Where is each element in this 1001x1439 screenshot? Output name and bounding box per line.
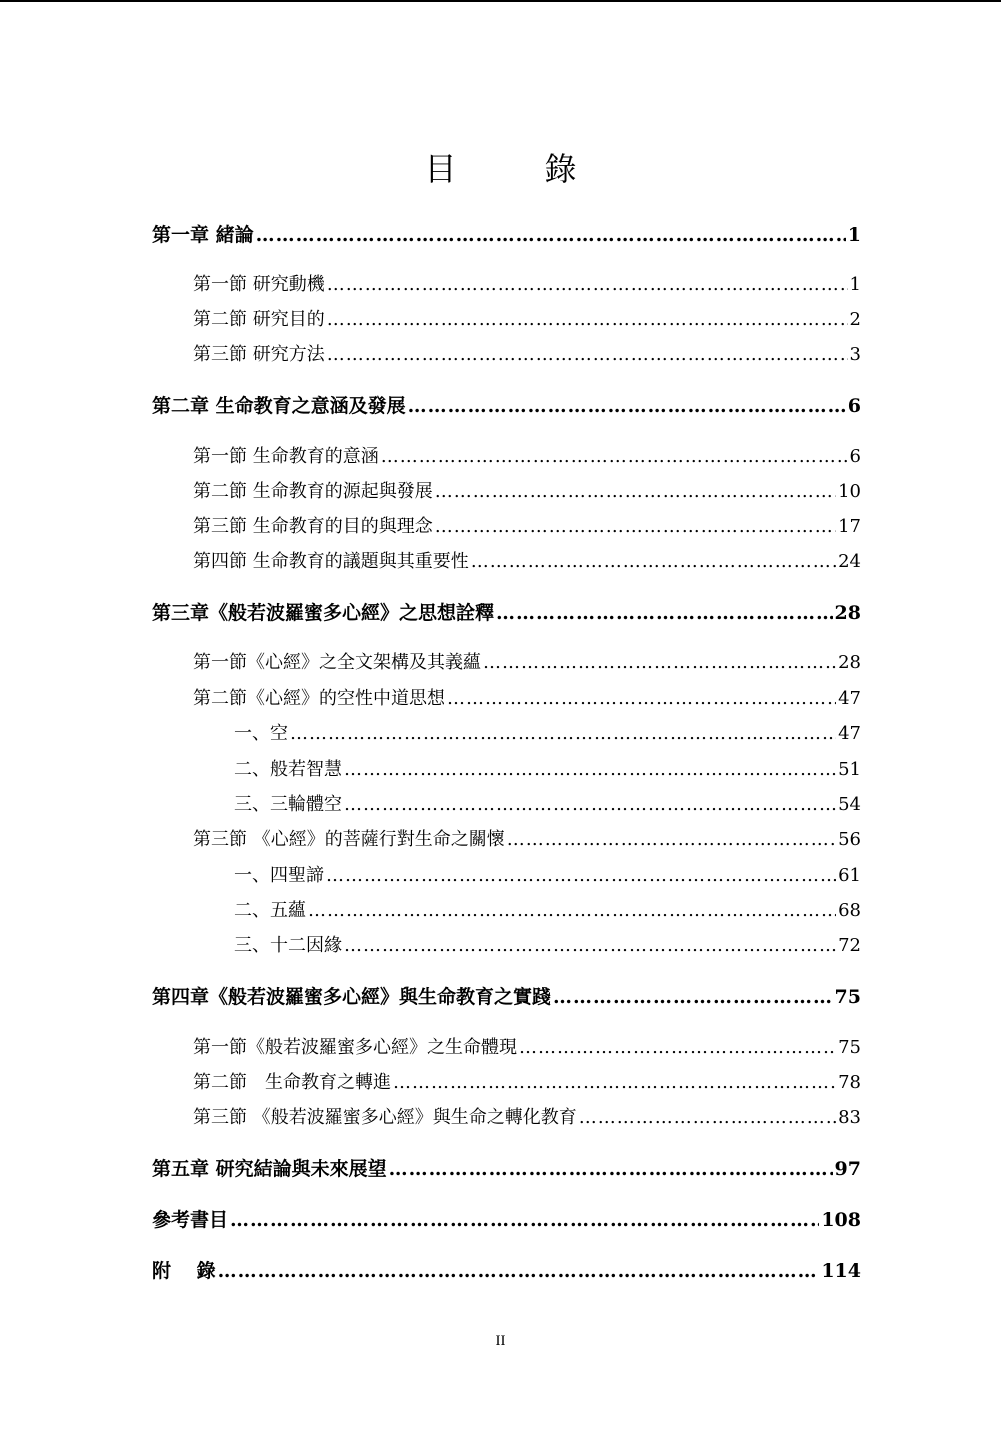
toc-entry-page: 2: [849, 309, 861, 330]
toc-entry-label: 第二節 生命教育之轉進: [193, 1072, 391, 1093]
dot-leader: [344, 931, 836, 961]
toc-entry-page: 78: [838, 1072, 861, 1093]
toc-subsection[interactable]: [234, 719, 861, 749]
toc-entry-label: 二、般若智慧: [234, 759, 342, 780]
toc-entry-label: 第三章《般若波羅蜜多心經》之思想詮釋: [152, 602, 495, 624]
toc-entry-page: 6: [849, 446, 861, 467]
toc-entry-label: 第一節《心經》之全文架構及其義蘊: [193, 652, 481, 673]
toc-chapter-3[interactable]: [152, 598, 861, 628]
toc-subsection[interactable]: [234, 931, 861, 961]
toc-entry-label: 第四節 生命教育的議題與其重要性: [193, 551, 469, 572]
toc-section[interactable]: [193, 442, 861, 472]
toc-appendix[interactable]: [152, 1256, 861, 1286]
toc-entry-page: 83: [838, 1107, 861, 1128]
toc-entry-label: 第三節 生命教育的目的與理念: [193, 516, 433, 537]
dot-leader: [327, 305, 848, 335]
dot-leader: [327, 270, 848, 300]
toc-entry-label: 第二節《心經》的空性中道思想: [193, 688, 445, 709]
toc-section[interactable]: [193, 477, 861, 507]
toc-entry-page: 72: [838, 935, 861, 956]
toc-chapter-5[interactable]: [152, 1154, 861, 1184]
toc-section[interactable]: [193, 825, 861, 855]
toc-chapter-2[interactable]: [152, 391, 861, 421]
toc-entry-label: 第三節 《心經》的菩薩行對生命之關懷: [193, 829, 505, 850]
toc-entry-label: 附 錄: [152, 1260, 216, 1282]
toc-entry-page: 68: [838, 900, 861, 921]
dot-leader: [326, 861, 836, 891]
dot-leader: [290, 719, 836, 749]
dot-leader: [435, 477, 836, 507]
toc-section[interactable]: [193, 340, 861, 370]
toc-references[interactable]: [152, 1205, 861, 1235]
toc-entry-label: 參考書目: [152, 1209, 229, 1231]
toc-entry-page: 17: [838, 516, 861, 537]
dot-leader: [447, 684, 836, 714]
toc-chapter-1[interactable]: [152, 220, 861, 250]
toc-entry-page: 114: [821, 1260, 861, 1282]
toc-section[interactable]: [193, 1033, 861, 1063]
dot-leader: [308, 896, 836, 926]
toc-entry-label: 一、空: [234, 723, 288, 744]
toc-entry-page: 108: [821, 1209, 861, 1231]
toc-section[interactable]: [193, 305, 861, 335]
dot-leader: [393, 1068, 836, 1098]
toc-entry-label: 一、四聖諦: [234, 865, 324, 886]
toc-subsection[interactable]: [234, 790, 861, 820]
dot-leader: [344, 790, 836, 820]
dot-leader: [218, 1256, 820, 1286]
toc-subsection[interactable]: [234, 755, 861, 785]
toc-entry-label: 第一節 生命教育的意涵: [193, 446, 379, 467]
toc-subsection[interactable]: [234, 896, 861, 926]
dot-leader: [327, 340, 848, 370]
page-title: 目 錄: [424, 150, 605, 188]
toc-entry-label: 第三節 《般若波羅蜜多心經》與生命之轉化教育: [193, 1107, 577, 1128]
toc-entry-page: 28: [838, 652, 861, 673]
dot-leader: [579, 1103, 836, 1133]
dot-leader: [483, 648, 836, 678]
toc-entry-label: 第四章《般若波羅蜜多心經》與生命教育之實踐: [152, 986, 552, 1008]
dot-leader: [471, 547, 836, 577]
toc-entry-page: 61: [838, 865, 861, 886]
toc-entry-page: 1: [849, 274, 861, 295]
toc-entry-page: 3: [849, 344, 861, 365]
toc-entry-page: 51: [838, 759, 861, 780]
top-border-line: [0, 0, 1001, 2]
toc-entry-page: 1: [847, 224, 861, 246]
toc-entry-page: 56: [838, 829, 861, 850]
dot-leader: [344, 755, 836, 785]
toc-entry-page: 47: [838, 688, 861, 709]
toc-section[interactable]: [193, 648, 861, 678]
toc-chapter-4[interactable]: [152, 982, 861, 1012]
toc-section[interactable]: [193, 547, 861, 577]
toc-entry-label: 第三節 研究方法: [193, 344, 325, 365]
toc-entry-page: 10: [838, 481, 861, 502]
toc-entry-page: 75: [838, 1037, 861, 1058]
toc-entry-label: 三、三輪體空: [234, 794, 342, 815]
dot-leader: [381, 442, 848, 472]
toc-section[interactable]: [193, 270, 861, 300]
toc-entry-page: 24: [838, 551, 861, 572]
dot-leader: [230, 1205, 819, 1235]
toc-entry-label: 第五章 研究結論與未來展望: [152, 1158, 387, 1180]
toc-section[interactable]: [193, 1103, 861, 1133]
dot-leader: [389, 1154, 833, 1184]
toc-entry-label: 第二節 研究目的: [193, 309, 325, 330]
dot-leader: [519, 1033, 836, 1063]
dot-leader: [408, 391, 846, 421]
dot-leader: [496, 598, 833, 628]
toc-entry-page: 6: [847, 395, 861, 417]
dot-leader: [553, 982, 833, 1012]
toc-section[interactable]: [193, 1068, 861, 1098]
toc-section[interactable]: [193, 512, 861, 542]
dot-leader: [435, 512, 836, 542]
toc-entry-page: 28: [834, 602, 861, 624]
toc-entry-page: 97: [834, 1158, 861, 1180]
toc-entry-label: 三、十二因緣: [234, 935, 342, 956]
page-number: II: [495, 1333, 506, 1349]
toc-entry-page: 54: [838, 794, 861, 815]
toc-entry-label: 第二章 生命教育之意涵及發展: [152, 395, 406, 417]
toc-entry-page: 75: [834, 986, 861, 1008]
toc-entry-label: 二、五蘊: [234, 900, 306, 921]
toc-section[interactable]: [193, 684, 861, 714]
toc-entry-page: 47: [838, 723, 861, 744]
toc-entry-label: 第一章 緒論: [152, 224, 254, 246]
toc-entry-label: 第二節 生命教育的源起與發展: [193, 481, 433, 502]
toc-entry-label: 第一節《般若波羅蜜多心經》之生命體現: [193, 1037, 517, 1058]
toc-subsection[interactable]: [234, 861, 861, 891]
dot-leader: [507, 825, 836, 855]
toc-entry-label: 第一節 研究動機: [193, 274, 325, 295]
dot-leader: [256, 220, 846, 250]
